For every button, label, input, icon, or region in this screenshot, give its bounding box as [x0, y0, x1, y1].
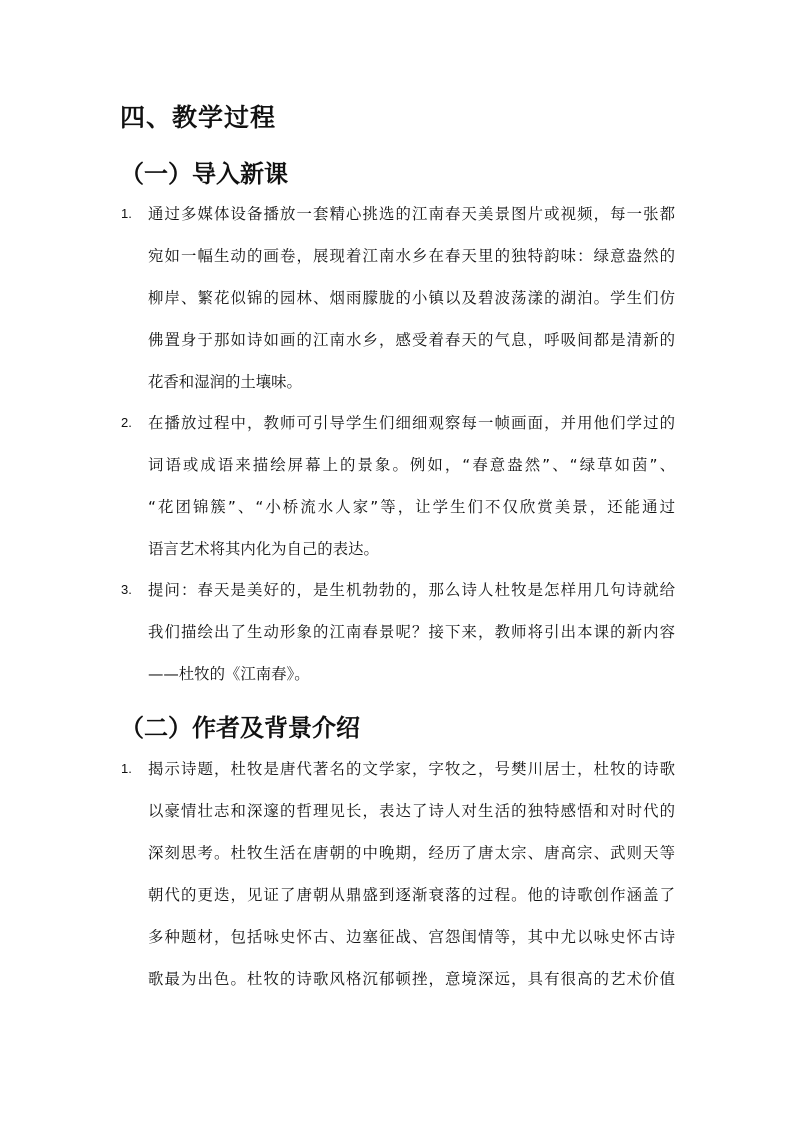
- paragraph-line: 花香和湿润的土壤味。: [148, 373, 302, 391]
- paragraph-line: “花团锦簇”、“小桥流水人家”等，让学生们不仅欣赏美景，还能通过: [148, 498, 675, 516]
- paragraph-line: 多种题材，包括咏史怀古、边塞征战、宫怨闺情等，其中尤以咏史怀古诗: [148, 928, 675, 946]
- paragraph-line: 佛置身于那如诗如画的江南水乡，感受着春天的气息，呼吸间都是清新的: [148, 331, 675, 349]
- paragraph-line: 通过多媒体设备播放一套精心挑选的江南春天美景图片或视频，每一张都: [148, 205, 675, 223]
- list-item-number: 1.: [121, 206, 132, 221]
- list-item-number: 2.: [121, 415, 132, 430]
- page-heading: 四、教学过程: [120, 103, 277, 132]
- paragraph-line: 揭示诗题，杜牧是唐代著名的文学家，字牧之，号樊川居士，杜牧的诗歌: [148, 760, 675, 778]
- section-title-author-background: （二）作者及背景介绍: [120, 714, 360, 742]
- paragraph-line: 词语或成语来描绘屏幕上的景象。例如，“春意盎然”、“绿草如茵”、: [148, 456, 675, 474]
- paragraph-line: 深刻思考。杜牧生活在唐朝的中晚期，经历了唐太宗、唐高宗、武则天等: [148, 844, 675, 862]
- paragraph-line: 以豪情壮志和深邃的哲理见长，表达了诗人对生活的独特感悟和对时代的: [148, 802, 675, 820]
- section-title-intro: （一）导入新课: [120, 160, 288, 188]
- paragraph-line: 歌最为出色。杜牧的诗歌风格沉郁顿挫，意境深远，具有很高的艺术价值: [148, 970, 675, 988]
- paragraph-line: 提问：春天是美好的，是生机勃勃的，那么诗人杜牧是怎样用几句诗就给: [148, 581, 675, 599]
- list-item-number: 3.: [121, 582, 132, 597]
- paragraph-line: 在播放过程中，教师可引导学生们细细观察每一帧画面，并用他们学过的: [148, 414, 675, 432]
- paragraph-line: 宛如一幅生动的画卷，展现着江南水乡在春天里的独特韵味：绿意盎然的: [148, 247, 675, 265]
- paragraph-line: 朝代的更迭，见证了唐朝从鼎盛到逐渐衰落的过程。他的诗歌创作涵盖了: [148, 886, 675, 904]
- paragraph-line: 我们描绘出了生动形象的江南春景呢？接下来，教师将引出本课的新内容: [148, 623, 675, 641]
- paragraph-line: ——杜牧的《江南春》。: [148, 665, 310, 683]
- list-item-number: 1.: [121, 761, 132, 776]
- paragraph-line: 语言艺术将其内化为自己的表达。: [148, 540, 379, 558]
- paragraph-line: 柳岸、繁花似锦的园林、烟雨朦胧的小镇以及碧波荡漾的湖泊。学生们仿: [148, 289, 675, 307]
